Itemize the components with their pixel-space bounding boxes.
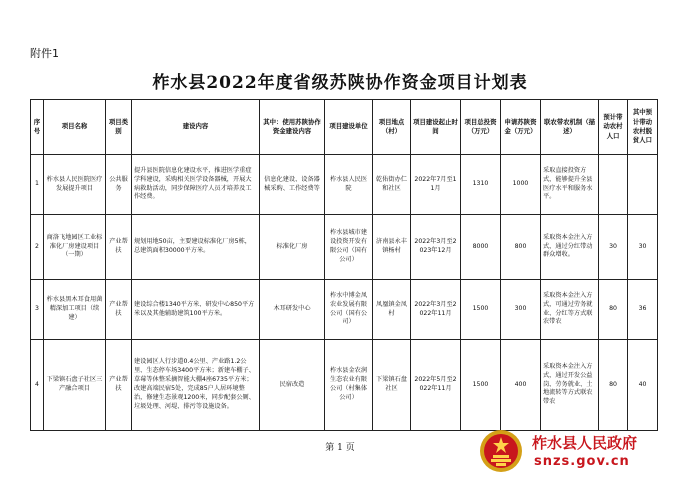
cell-mechanism: 采取资本金注入方式，可通过劳务就业、分红等方式联农带农 — [541, 280, 599, 340]
cell-content: 提升县医院信息化建设水平，推进医学重症学科建设，采购相关医学设备器械，开展大病救助活动，同步保障医疗人员才培养及工作经费。 — [132, 155, 260, 215]
table-row — [31, 215, 658, 280]
cell-period: 2022年7月至11月 — [411, 155, 461, 215]
cell-fund: 800 — [501, 215, 541, 280]
header-benefit-households: 预计带动农村人口 — [599, 100, 628, 155]
header-fund: 申请苏陕资金（万元） — [501, 100, 541, 155]
table-row — [31, 280, 658, 340]
cell-mechanism: 采取资本金注入方式，通过开发公益岗、劳务就业、土地流转等方式联农带农 — [541, 340, 599, 431]
table-row — [31, 340, 658, 431]
cell-total: 1310 — [461, 155, 501, 215]
cell-sujiang: 民宿改造 — [260, 340, 325, 431]
page-number: 第 1 页 — [325, 443, 355, 453]
table-header-row — [31, 100, 658, 155]
header-sujiang: 其中：使用苏陕协作资金建设内容 — [260, 100, 325, 155]
cell-name: 下梁镇石盘子社区三产融合项目 — [44, 340, 106, 431]
cell-unit: 柞水县人民医院 — [325, 155, 373, 215]
watermark-url: snzs.gov.cn — [534, 454, 630, 469]
cell-seq: 2 — [31, 215, 44, 280]
cell-benefit-people: 36 — [628, 280, 658, 340]
cell-period: 2022年3月至2023年12月 — [411, 215, 461, 280]
cell-benefit-households: 80 — [599, 280, 628, 340]
cell-sujiang: 标准化厂房 — [260, 215, 325, 280]
header-name: 项目名称 — [44, 100, 106, 155]
site-watermark — [478, 424, 678, 480]
cell-mechanism: 采取直接投资方式，能够提升全县医疗水平和服务水平。 — [541, 155, 599, 215]
cell-category: 产业帮扶 — [106, 215, 132, 280]
cell-name: 柞水县人民医院医疗发展提升项目 — [44, 155, 106, 215]
cell-period: 2022年3月至2022年11月 — [411, 280, 461, 340]
header-mechanism: 联农带农机制（描述） — [541, 100, 599, 155]
cell-mechanism: 采取资本金注入方式，通过分红带动群众增收。 — [541, 215, 599, 280]
cell-name: 商洛飞地园区工业标准化厂房建设项目（一期） — [44, 215, 106, 280]
table-row — [31, 155, 658, 215]
cell-benefit-households: 30 — [599, 215, 628, 280]
cell-benefit-households — [599, 155, 628, 215]
cell-fund: 300 — [501, 280, 541, 340]
cell-name: 柞水县黑木耳食用菌精深加工项目（续建） — [44, 280, 106, 340]
cell-unit: 柞水中博金凤农业发展有限公司（国有公司） — [325, 280, 373, 340]
cell-unit: 柞水县金农润生态农业有限公司（村集体公司） — [325, 340, 373, 431]
cell-total: 1500 — [461, 340, 501, 431]
cell-total: 1500 — [461, 280, 501, 340]
cell-category: 产业帮扶 — [106, 280, 132, 340]
page-title: 柞水县2022年度省级苏陕协作资金项目计划表 — [152, 73, 528, 93]
cell-category: 公共服务 — [106, 155, 132, 215]
cell-fund: 400 — [501, 340, 541, 431]
cell-content: 建设园区人行步道0.4公里、产业路1.2公里、生态停车场3400平方米；新建车棚子、草莓等休整采摘智能大棚4座6735平方米；改建高端民宿5处，完成85户人居环境整治，修建生态景观1200米，同步配套公厕、垃圾处理、河堤、排污等设施设备。 — [132, 340, 260, 431]
cell-seq: 1 — [31, 155, 44, 215]
header-unit: 项目建设单位 — [325, 100, 373, 155]
cell-sujiang: 木耳研发中心 — [260, 280, 325, 340]
cell-benefit-households: 80 — [599, 340, 628, 431]
header-category: 项目类别 — [106, 100, 132, 155]
header-total: 项目总投资（万元） — [461, 100, 501, 155]
cell-content: 规划用地50亩，主要建设标准化厂房5栋，总建筑面积30000平方米。 — [132, 215, 260, 280]
cell-benefit-people: 40 — [628, 340, 658, 431]
project-plan-table — [30, 99, 658, 431]
cell-sujiang: 信息化建设、设备器械采购、工作经费等 — [260, 155, 325, 215]
cell-fund: 1000 — [501, 155, 541, 215]
national-emblem-icon — [478, 428, 524, 474]
cell-seq: 4 — [31, 340, 44, 431]
cell-location: 乾佑街办仁和社区 — [373, 155, 411, 215]
cell-location: 凤凰镇金凤村 — [373, 280, 411, 340]
attachment-label: 附件1 — [30, 47, 59, 60]
cell-benefit-people — [628, 155, 658, 215]
header-location: 项目地点（村） — [373, 100, 411, 155]
cell-location: 济南县永丰镇杨村 — [373, 215, 411, 280]
cell-total: 8000 — [461, 215, 501, 280]
watermark-name: 柞水县人民政府 — [532, 434, 638, 452]
header-benefit-people: 其中预计带动农村脱贫人口 — [628, 100, 658, 155]
cell-seq: 3 — [31, 280, 44, 340]
header-content: 建设内容 — [132, 100, 260, 155]
cell-benefit-people: 30 — [628, 215, 658, 280]
header-period: 项目建设起止时间 — [411, 100, 461, 155]
cell-location: 下梁镇石盘社区 — [373, 340, 411, 431]
cell-unit: 柞水县城市建设投资开发有限公司（国有公司） — [325, 215, 373, 280]
cell-content: 建设综合楼1340平方米、研发中心850平方米以及其他辅助建筑100平方米。 — [132, 280, 260, 340]
header-seq: 序号 — [31, 100, 44, 155]
cell-category: 产业帮扶 — [106, 340, 132, 431]
cell-period: 2022年5月至2022年11月 — [411, 340, 461, 431]
